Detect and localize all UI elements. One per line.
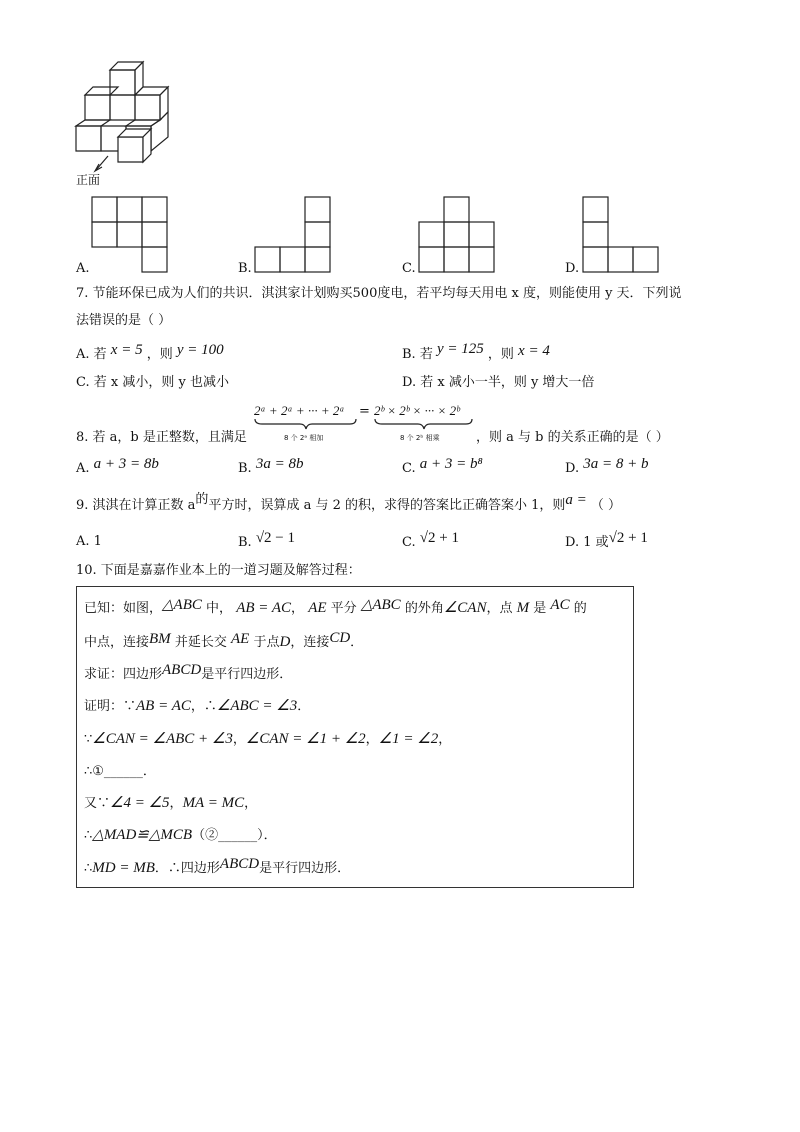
q7-option-c: C. 若 x 减小，则 y 也减小 <box>76 375 229 390</box>
q10-line5: ∵∠CAN = ∠ABC + ∠3，∠CAN = ∠1 + ∠2，∠1 = ∠2， <box>84 731 452 747</box>
q8-option-d: D. 3a = 8 + b <box>565 456 649 476</box>
option-a-label: A. <box>76 261 90 276</box>
q10-line2: 中点，连接BM 并延长交 AE 于点D，连接CD． <box>84 630 364 650</box>
q10-line4: 证明：∵AB = AC，∴∠ABC = ∠3． <box>84 698 311 714</box>
front-view-label: 正面 <box>76 173 101 187</box>
q8-stem-prefix: 8. 若 a，b 是正整数，且满足 <box>76 430 247 445</box>
q10-stem: 10. 下面是嘉嘉作业本上的一道习题及解答过程： <box>76 563 361 578</box>
q9-option-c: C. √2 + 1 <box>402 530 459 550</box>
q8-option-a: A. a + 3 = 8b <box>76 456 159 476</box>
q7-option-a: A. 若 x = 5 ，则 y = 100 <box>76 342 224 362</box>
option-b-label: B. <box>238 261 252 276</box>
q8-option-c: C. a + 3 = b⁸ <box>402 456 483 476</box>
option-d-label: D. <box>565 261 580 276</box>
q7-stem-line1: 7. 节能环保已成为人们的共识．淇淇家计划购买500度电，若平均每天用电 x 度，则能使用 y 天．下列说 <box>76 286 682 301</box>
q10-line9: ∴MD = MB．∴四边形ABCD是平行四边形． <box>84 856 351 876</box>
q10-line3: 求证：四边形ABCD是平行四边形． <box>84 662 293 682</box>
q9-option-b: B. √2 − 1 <box>238 530 296 550</box>
q8-lhs: 2ᵃ + 2ᵃ + ··· + 2ᵃ <box>254 403 345 418</box>
q7-option-d: D. 若 x 减小一半，则 y 增大一倍 <box>402 375 595 390</box>
q10-line7: 又∵∠4 = ∠5，MA = MC， <box>84 795 258 811</box>
q7-option-b: B. 若 y = 125 ，则 x = 4 <box>402 341 550 362</box>
q8-option-b: B. 3a = 8b <box>238 456 304 476</box>
q10-line8: ∴△MAD≌△MCB（②______）． <box>84 827 277 843</box>
q8-lhs-note: 8 个 2ᵃ 相加 <box>284 434 324 442</box>
q9-stem: 9. 淇淇在计算正数 a的平方时，误算成 a 与 2 的积，求得的答案比正确答案小 1，则a = （ ） <box>76 492 622 513</box>
q8-rhs-note: 8 个 2ᵇ 相乘 <box>400 434 440 442</box>
q9-option-d: D. 1 或√2 + 1 <box>565 530 648 550</box>
q8-rhs: 2ᵇ × 2ᵇ × ··· × 2ᵇ <box>374 403 460 418</box>
q7-stem-line2: 法错误的是（ ） <box>76 313 172 328</box>
option-c-label: C. <box>402 261 416 276</box>
q8-stem-suffix: ，则 a 与 b 的关系正确的是（ ） <box>476 430 669 445</box>
q9-option-a: A. 1 <box>76 534 102 549</box>
q10-line1: 已知：如图，△ABC 中， AB = AC， AE 平分 △ABC 的外角∠CAN，点 M 是 AC 的 <box>84 597 587 616</box>
q8-equals: = <box>359 404 370 419</box>
q10-line6: ∴①______． <box>84 764 156 779</box>
